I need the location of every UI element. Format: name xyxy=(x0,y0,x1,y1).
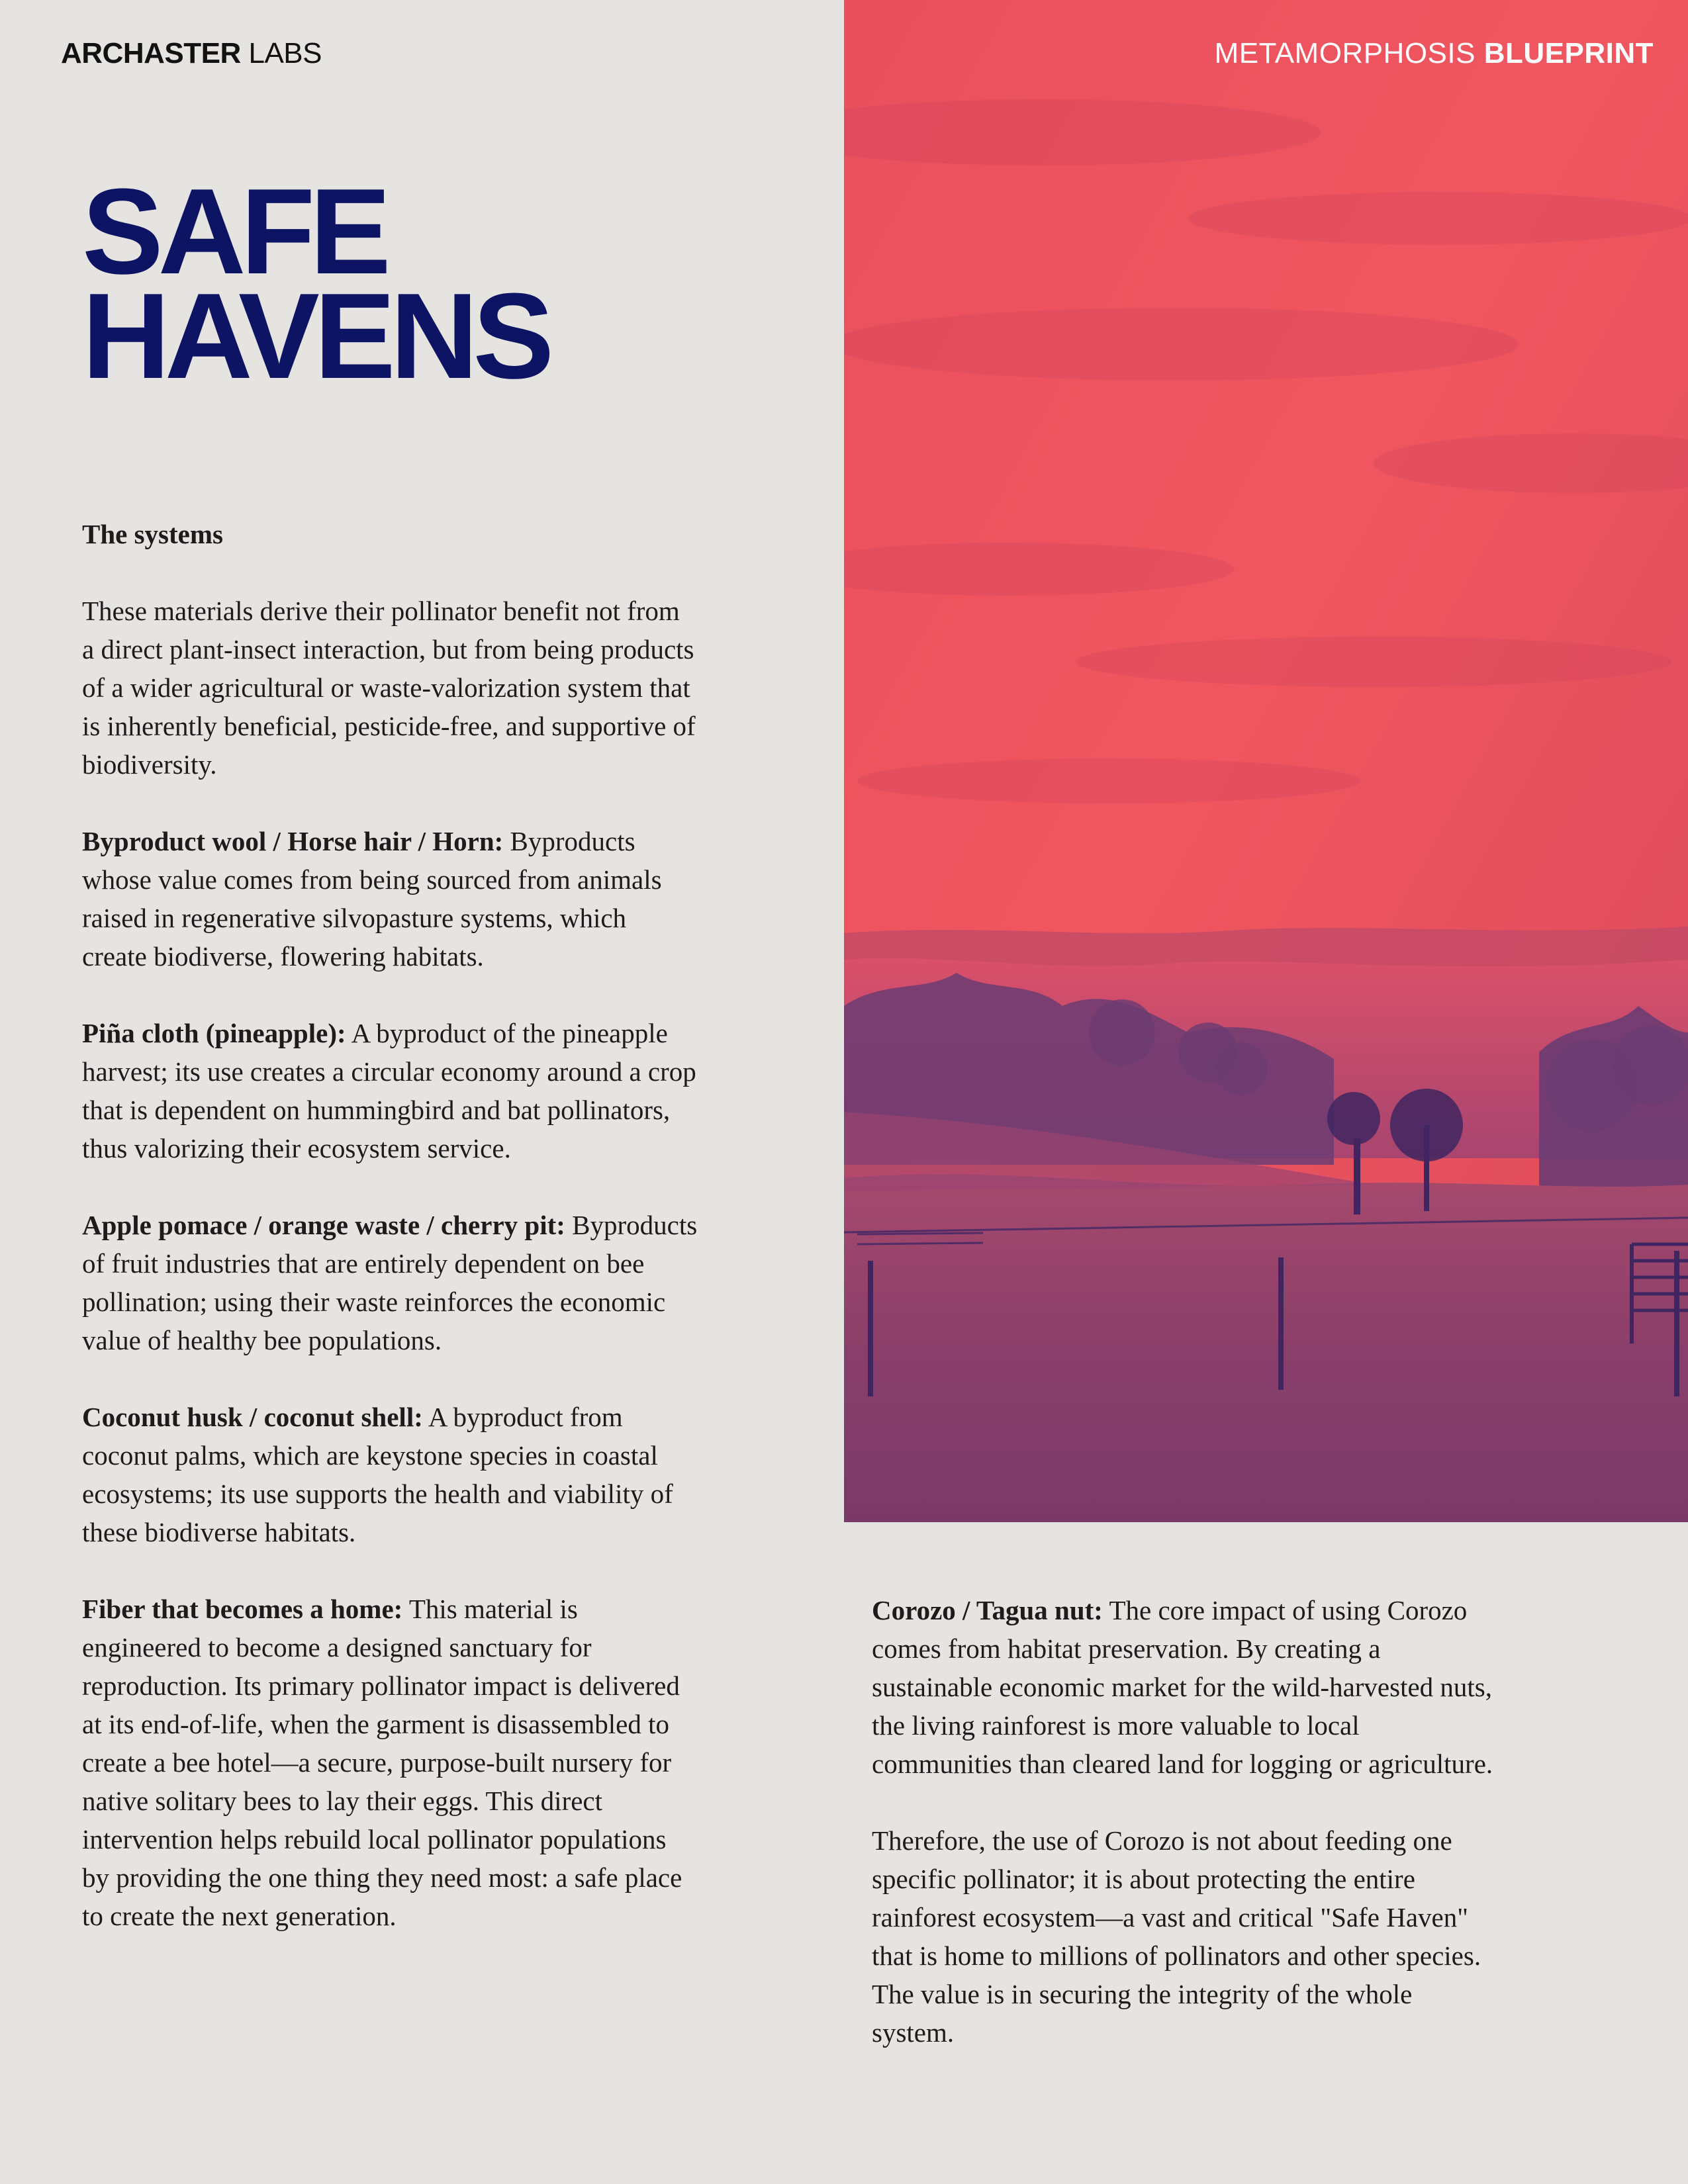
material-description: A byproduct from coconut palms, which are keystone species in coastal ecosystems; its use supports the health and viability of these biodiverse habitats. xyxy=(82,1402,673,1547)
material-item xyxy=(82,1014,698,1167)
brand-suffix: LABS xyxy=(248,37,322,69)
material-description: This material is engineered to become a designed sanctuary for reproduction. Its primary pollinator impact is delivered at its end-of-life, when the garment is disassembled to create a bee hotel—a secure, purpose-built nursery for native solitary bees to lay their eggs. This direct intervention helps rebuild local pollinator populations by providing the one thing they need most: a safe place to create the next generation. xyxy=(82,1594,682,1931)
landscape-photo-icon xyxy=(844,0,1688,1522)
series-title xyxy=(1215,37,1654,70)
brand-name: ARCHASTER xyxy=(61,37,241,69)
material-description: A byproduct of the pineapple harvest; its use creates a circular economy around a crop that is dependent on hummingbird and bat pollinators, thus valorizing their ecosystem service. xyxy=(82,1018,696,1163)
material-item xyxy=(872,1591,1494,1783)
series-name: METAMORPHOSIS xyxy=(1214,37,1476,69)
intro-paragraph: These materials derive their pollinator benefit not from a direct plant-insect interaction, but from being products of a wider agricultural or waste-valorization system that is inherently beneficial, pesticide-free, and supportive of biodiversity. xyxy=(82,596,696,780)
material-description: Byproducts of fruit industries that are entirely dependent on bee pollination; using their waste reinforces the economic value of healthy bee populations. xyxy=(82,1210,698,1355)
material-term: Piña cloth (pineapple): xyxy=(82,1018,346,1048)
hero-photo xyxy=(844,0,1688,1522)
material-item xyxy=(82,1590,698,1935)
material-term: Coconut husk / coconut shell: xyxy=(82,1402,423,1432)
page-title xyxy=(82,163,549,404)
series-suffix: BLUEPRINT xyxy=(1483,37,1654,69)
conclusion-paragraph: Therefore, the use of Corozo is not about feeding one specific pollinator; it is about protecting the entire rainforest ecosystem—a vast and critical "Safe Haven" that is home to millions of pollinators and other species. The value is in securing the integrity of the whole system. xyxy=(872,1825,1481,2048)
page-title-line-1: SAFE xyxy=(82,163,386,299)
material-term: Fiber that becomes a home: xyxy=(82,1594,403,1624)
material-term: Apple pomace / orange waste / cherry pit: xyxy=(82,1210,565,1240)
right-column xyxy=(872,1591,1494,2052)
section-heading: The systems xyxy=(82,519,223,549)
material-term: Byproduct wool / Horse hair / Horn: xyxy=(82,826,504,856)
material-description: The core impact of using Corozo comes from habitat preservation. By creating a sustainable economic market for the wild-harvested nuts, the living rainforest is more valuable to local communities than cleared land for logging or agriculture. xyxy=(872,1595,1493,1779)
material-item xyxy=(82,1206,698,1359)
material-item xyxy=(82,1398,698,1551)
brand-logo xyxy=(61,37,322,70)
material-term: Corozo / Tagua nut: xyxy=(872,1595,1103,1625)
left-column xyxy=(82,515,698,1935)
material-description: Byproducts whose value comes from being sourced from animals raised in regenerative silvopasture systems, which create biodiverse, flowering habitats. xyxy=(82,826,662,972)
page-title-line-2: HAVENS xyxy=(82,267,549,404)
material-item xyxy=(82,822,698,976)
